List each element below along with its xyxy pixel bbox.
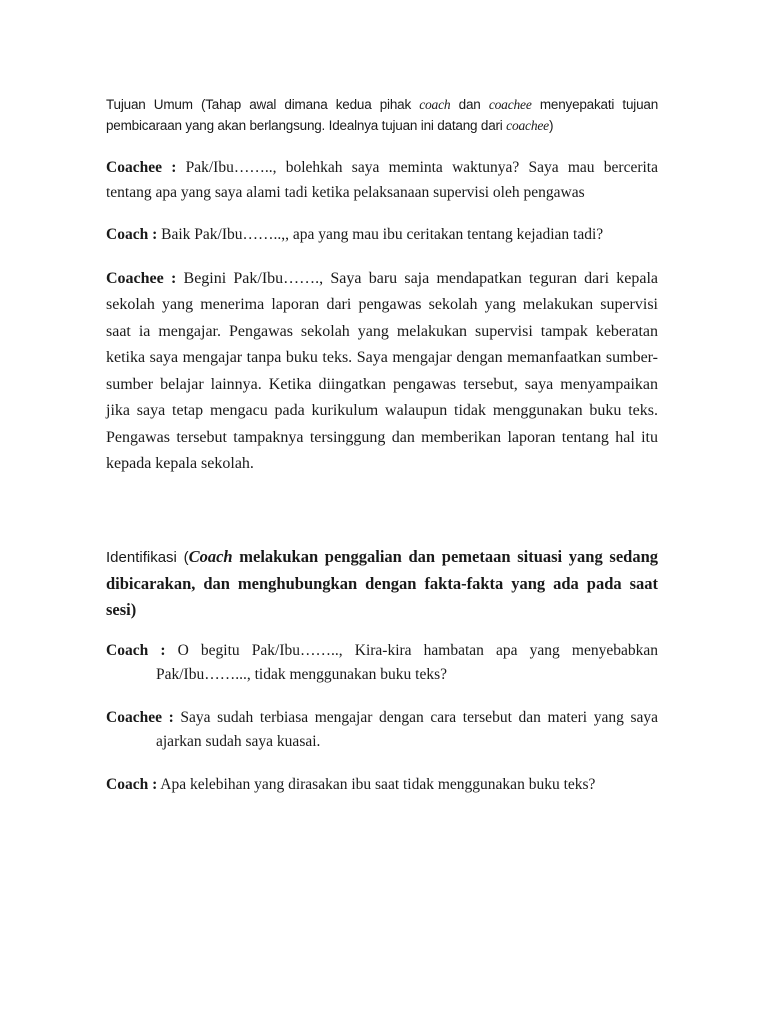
heading-text: Identifikasi ( <box>106 548 189 566</box>
heading-text: Tujuan Umum (Tahap awal dimana kedua pihak <box>106 97 420 112</box>
dialogue-text: Saya sudah terbiasa mengajar dengan cara tersebut dan materi yang saya ajarkan sudah saya kuasai. <box>156 708 658 750</box>
speaker-label: Coachee : <box>106 269 177 287</box>
speaker-label: Coachee : <box>106 159 177 176</box>
section-heading-identifikasi <box>106 544 658 623</box>
dialogue-text: O begitu Pak/Ibu…….., Kira-kira hambatan apa yang menyebabkan Pak/Ibu……..., tidak menggunakan buku teks? <box>156 641 659 683</box>
section-heading-tujuan-umum <box>106 94 658 136</box>
speaker-label: Coach : <box>106 226 158 243</box>
heading-italic-coach: coach <box>419 97 451 112</box>
dialogue-line <box>106 156 658 205</box>
heading-italic-coach: Coach <box>188 546 233 566</box>
document-page <box>106 94 658 815</box>
heading-italic-coachee: coachee <box>506 118 549 133</box>
heading-text: ) <box>548 118 554 133</box>
speaker-label: Coach : <box>106 641 166 659</box>
heading-text: menyepakati tujuan pembicaraan yang akan berlangsung. Idealnya tujuan ini datang dari <box>106 97 658 133</box>
heading-italic-coachee: coachee <box>488 97 532 112</box>
speaker-label: Coach : <box>106 775 158 793</box>
speaker-label: Coachee : <box>106 708 174 726</box>
dialogue-line <box>106 266 658 478</box>
dialogue-line <box>106 773 658 798</box>
dialogue-line <box>106 706 658 755</box>
dialogue-line <box>106 639 658 688</box>
dialogue-text: Apa kelebihan yang dirasakan ibu saat tidak menggunakan buku teks? <box>157 775 596 793</box>
dialogue-line <box>106 223 658 248</box>
dialogue-text: Baik Pak/Ibu……..,, apa yang mau ibu ceritakan tentang kejadian tadi? <box>157 226 604 243</box>
dialogue-text: Begini Pak/Ibu……., Saya baru saja mendapatkan teguran dari kepala sekolah yang menerima laporan dari pengawas sekolah yang melakukan supervisi saat ia mengajar. Pengawas sekolah yang melakukan supervisi tampak keberatan ketika saya mengajar tanpa buku teks. Saya mengajar dengan memanfaatkan sumber-sumber belajar lainnya. Ketika diingatkan pengawas tersebut, saya menyampaikan jika saya tetap mengacu pada kurikulum walaupun tidak menggunakan buku teks. Pengawas tersebut tampaknya tersinggung dan memberikan laporan tentang hal itu kepada kepala sekolah. <box>106 269 658 472</box>
heading-text: dan <box>450 97 489 112</box>
dialogue-text: Pak/Ibu…….., bolehkah saya meminta waktunya? Saya mau bercerita tentang apa yang saya alami tadi ketika pelaksanaan supervisi oleh pengawas <box>106 159 658 201</box>
heading-text: melakukan penggalian dan pemetaan situasi yang sedang dibicarakan, dan menghubungkan dengan fakta-fakta yang ada pada saat sesi) <box>106 546 658 619</box>
